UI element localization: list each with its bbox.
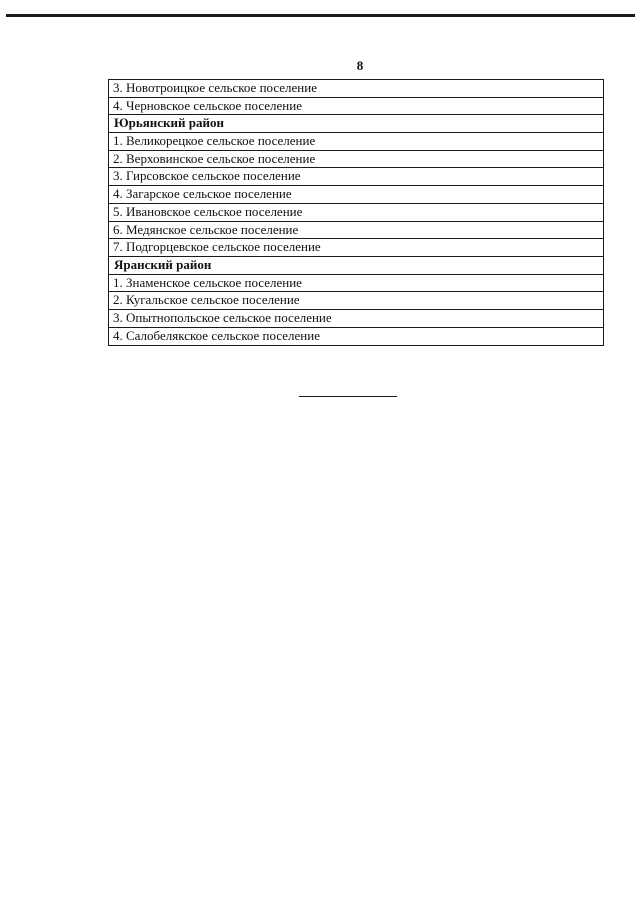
table-row: 5. Ивановское сельское поселение [109, 204, 603, 222]
top-rule [6, 14, 635, 17]
table-row: 2. Кугальское сельское поселение [109, 292, 603, 310]
table-row: 4. Черновское сельское поселение [109, 98, 603, 116]
table-row: 6. Медянское сельское поселение [109, 222, 603, 240]
table-row: 4. Загарское сельское поселение [109, 186, 603, 204]
table-row: 3. Новотроицкое сельское поселение [109, 80, 603, 98]
table-row: 3. Гирсовское сельское поселение [109, 168, 603, 186]
page-number: 8 [356, 58, 364, 73]
settlements-table [108, 79, 604, 346]
district-header-yaransky: Яранский район [109, 257, 603, 275]
table-row: 7. Подгорцевское сельское поселение [109, 239, 603, 257]
end-rule [299, 396, 397, 397]
table-row: 1. Великорецкое сельское поселение [109, 133, 603, 151]
table-row: 1. Знаменское сельское поселение [109, 275, 603, 293]
table-row: 3. Опытнопольское сельское поселение [109, 310, 603, 328]
table-row: 2. Верховинское сельское поселение [109, 151, 603, 169]
district-header-yuryansky: Юрьянский район [109, 115, 603, 133]
table-row: 4. Салобелякское сельское поселение [113, 327, 320, 343]
